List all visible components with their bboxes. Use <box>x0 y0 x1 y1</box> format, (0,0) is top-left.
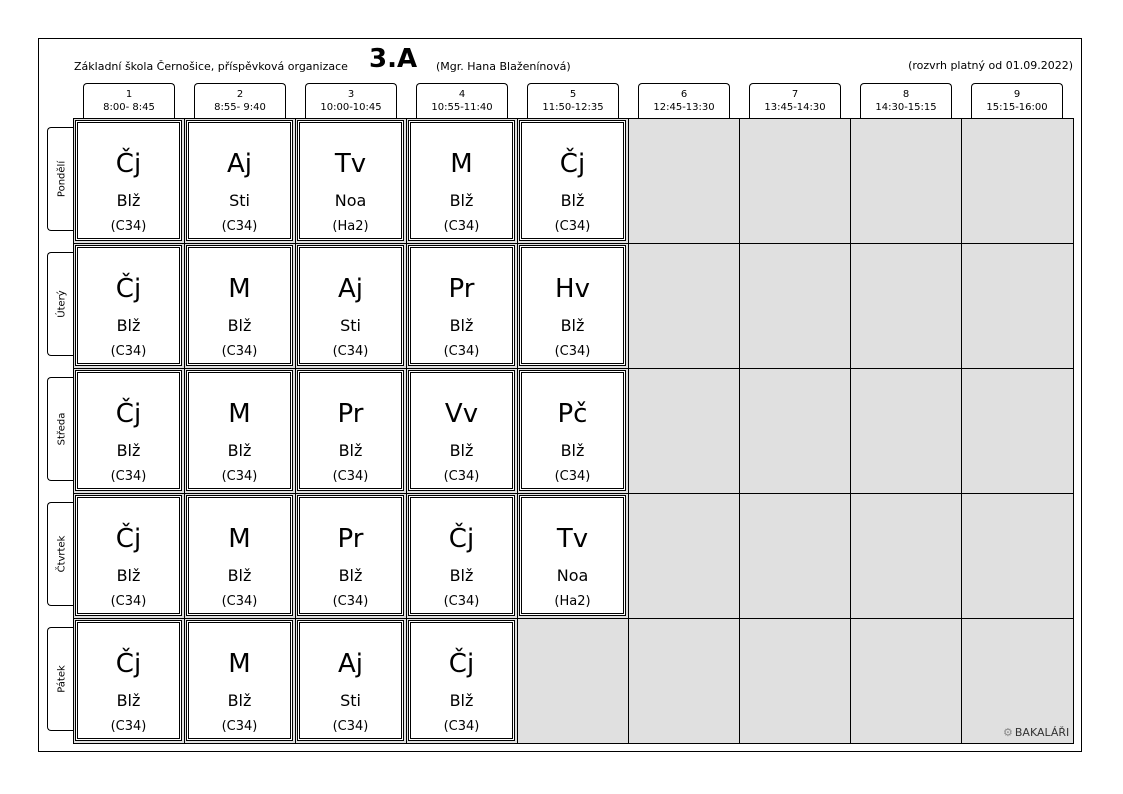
period-number: 1 <box>125 89 133 100</box>
lesson-room: (C34) <box>332 344 369 359</box>
lesson-cell <box>186 245 293 366</box>
lesson-cell <box>408 620 515 741</box>
lesson-teacher: Blž <box>449 191 474 210</box>
lesson-room: (Ha2) <box>554 594 591 609</box>
timetable-grid <box>73 118 1074 744</box>
period-header-2 <box>194 83 286 119</box>
lesson-cell <box>186 370 293 491</box>
lesson-subject: Hv <box>555 274 590 304</box>
lesson-cell <box>519 370 626 491</box>
class-name: 3.A <box>369 44 418 74</box>
period-time: 8:55- 9:40 <box>214 102 266 113</box>
period-number: 4 <box>458 89 466 100</box>
lesson-cell <box>75 245 182 366</box>
lesson-cell <box>519 245 626 366</box>
lesson-cell <box>75 620 182 741</box>
lesson-room: (Ha2) <box>332 219 369 234</box>
brand-logo <box>1003 726 1069 739</box>
lesson-subject: Čj <box>115 524 142 554</box>
lesson-teacher: Sti <box>340 316 361 335</box>
period-time: 12:45-13:30 <box>653 102 715 113</box>
grid-column-divider <box>961 119 962 743</box>
lesson-subject: M <box>228 274 251 304</box>
lesson-cell <box>186 495 293 616</box>
lesson-subject: M <box>228 399 251 429</box>
lesson-teacher: Blž <box>560 316 585 335</box>
period-time: 10:55-11:40 <box>431 102 493 113</box>
lesson-teacher: Blž <box>338 441 363 460</box>
lesson-room: (C34) <box>443 594 480 609</box>
grid-column-divider <box>628 119 629 743</box>
lesson-teacher: Blž <box>449 566 474 585</box>
lesson-cell <box>408 120 515 241</box>
period-header-6 <box>638 83 730 119</box>
period-time: 10:00-10:45 <box>320 102 382 113</box>
period-number: 3 <box>347 89 355 100</box>
lesson-teacher: Blž <box>560 441 585 460</box>
lesson-teacher: Blž <box>116 191 141 210</box>
period-number: 2 <box>236 89 244 100</box>
lesson-room: (C34) <box>110 719 147 734</box>
lesson-room: (C34) <box>110 219 147 234</box>
grid-column-divider <box>739 119 740 743</box>
lesson-cell <box>297 120 404 241</box>
lesson-room: (C34) <box>443 344 480 359</box>
period-time: 14:30-15:15 <box>875 102 937 113</box>
lesson-subject: Tv <box>334 149 367 179</box>
lesson-teacher: Blž <box>227 691 252 710</box>
lesson-room: (C34) <box>443 469 480 484</box>
period-time: 15:15-16:00 <box>986 102 1048 113</box>
lesson-room: (C34) <box>221 594 258 609</box>
lesson-subject: Pč <box>557 399 588 429</box>
period-header-8 <box>860 83 952 119</box>
day-label: Středa <box>56 412 67 446</box>
day-label-box <box>47 627 75 731</box>
lesson-teacher: Sti <box>340 691 361 710</box>
period-header-7 <box>749 83 841 119</box>
day-label: Pondělí <box>56 160 67 198</box>
lesson-subject: Čj <box>115 649 142 679</box>
period-header-5 <box>527 83 619 119</box>
lesson-cell <box>408 370 515 491</box>
lesson-subject: M <box>228 524 251 554</box>
day-label: Čtvrtek <box>56 535 67 573</box>
lesson-cell <box>75 370 182 491</box>
lesson-teacher: Blž <box>227 441 252 460</box>
day-column <box>47 127 75 747</box>
period-number: 8 <box>902 89 910 100</box>
lesson-subject: Pr <box>448 274 475 304</box>
lesson-cell <box>297 495 404 616</box>
lesson-subject: Tv <box>556 524 589 554</box>
lesson-subject: Čj <box>559 149 586 179</box>
grid-row-divider <box>74 243 1073 244</box>
period-time: 13:45-14:30 <box>764 102 826 113</box>
lesson-room: (C34) <box>221 219 258 234</box>
lesson-subject: M <box>450 149 473 179</box>
lesson-teacher: Blž <box>227 566 252 585</box>
lesson-cell <box>186 620 293 741</box>
lesson-cell <box>408 245 515 366</box>
lesson-subject: Čj <box>448 524 475 554</box>
period-time: 8:00- 8:45 <box>103 102 155 113</box>
lesson-teacher: Blž <box>116 691 141 710</box>
lesson-teacher: Blž <box>449 441 474 460</box>
lesson-cell <box>75 120 182 241</box>
lesson-cell <box>519 120 626 241</box>
lesson-cell <box>186 120 293 241</box>
lesson-teacher: Blž <box>338 566 363 585</box>
lesson-cell <box>75 495 182 616</box>
period-header-3 <box>305 83 397 119</box>
lesson-cell <box>519 495 626 616</box>
lesson-subject: Čj <box>115 149 142 179</box>
lesson-room: (C34) <box>221 719 258 734</box>
grid-column-divider <box>850 119 851 743</box>
period-number: 9 <box>1013 89 1021 100</box>
lesson-room: (C34) <box>554 469 591 484</box>
day-label: Pátek <box>56 665 67 693</box>
period-number: 5 <box>569 89 577 100</box>
lesson-room: (C34) <box>443 719 480 734</box>
grid-row-divider <box>74 368 1073 369</box>
lesson-teacher: Blž <box>227 316 252 335</box>
grid-column-divider <box>184 119 185 743</box>
grid-row-divider <box>74 493 1073 494</box>
period-header-1 <box>83 83 175 119</box>
grid-row-divider <box>74 618 1073 619</box>
day-label-box <box>47 502 75 606</box>
period-number: 7 <box>791 89 799 100</box>
lesson-teacher: Noa <box>334 191 367 210</box>
lesson-room: (C34) <box>110 344 147 359</box>
lesson-room: (C34) <box>332 594 369 609</box>
lesson-teacher: Blž <box>116 441 141 460</box>
grid-column-divider <box>406 119 407 743</box>
lesson-room: (C34) <box>332 469 369 484</box>
lesson-teacher: Blž <box>449 691 474 710</box>
lesson-cell <box>297 245 404 366</box>
lesson-room: (C34) <box>110 469 147 484</box>
gear-logo-icon: ⚙ <box>1003 726 1013 739</box>
lesson-room: (C34) <box>554 219 591 234</box>
lesson-room: (C34) <box>554 344 591 359</box>
brand-label: BAKALÁŘI <box>1014 726 1070 739</box>
day-label-box <box>47 127 75 231</box>
class-teacher: (Mgr. Hana Blaženínová) <box>436 60 571 73</box>
lesson-subject: M <box>228 649 251 679</box>
day-label-box <box>47 252 75 356</box>
period-number: 6 <box>680 89 688 100</box>
lesson-subject: Aj <box>226 149 252 179</box>
lesson-room: (C34) <box>221 344 258 359</box>
lesson-teacher: Blž <box>116 566 141 585</box>
lesson-cell <box>408 495 515 616</box>
day-label: Úterý <box>56 290 67 318</box>
lesson-room: (C34) <box>110 594 147 609</box>
period-header-9 <box>971 83 1063 119</box>
period-header-row <box>83 83 1075 119</box>
period-time: 11:50-12:35 <box>542 102 604 113</box>
lesson-room: (C34) <box>221 469 258 484</box>
lesson-subject: Čj <box>115 399 142 429</box>
lesson-room: (C34) <box>443 219 480 234</box>
lesson-room: (C34) <box>332 719 369 734</box>
lesson-cell <box>297 370 404 491</box>
period-header-4 <box>416 83 508 119</box>
day-label-box <box>47 377 75 481</box>
grid-column-divider <box>295 119 296 743</box>
lesson-subject: Aj <box>337 649 363 679</box>
lesson-subject: Čj <box>448 649 475 679</box>
lesson-cell <box>297 620 404 741</box>
lesson-teacher: Blž <box>449 316 474 335</box>
grid-column-divider <box>517 119 518 743</box>
lesson-subject: Aj <box>337 274 363 304</box>
lesson-teacher: Noa <box>556 566 589 585</box>
lesson-teacher: Blž <box>560 191 585 210</box>
lesson-teacher: Blž <box>116 316 141 335</box>
lesson-subject: Vv <box>444 399 479 429</box>
lesson-subject: Pr <box>337 399 364 429</box>
lesson-teacher: Sti <box>229 191 250 210</box>
lesson-subject: Čj <box>115 274 142 304</box>
school-name: Základní škola Černošice, příspěvková organizace <box>74 60 348 73</box>
validity-note: (rozvrh platný od 01.09.2022) <box>908 59 1073 72</box>
lesson-subject: Pr <box>337 524 364 554</box>
